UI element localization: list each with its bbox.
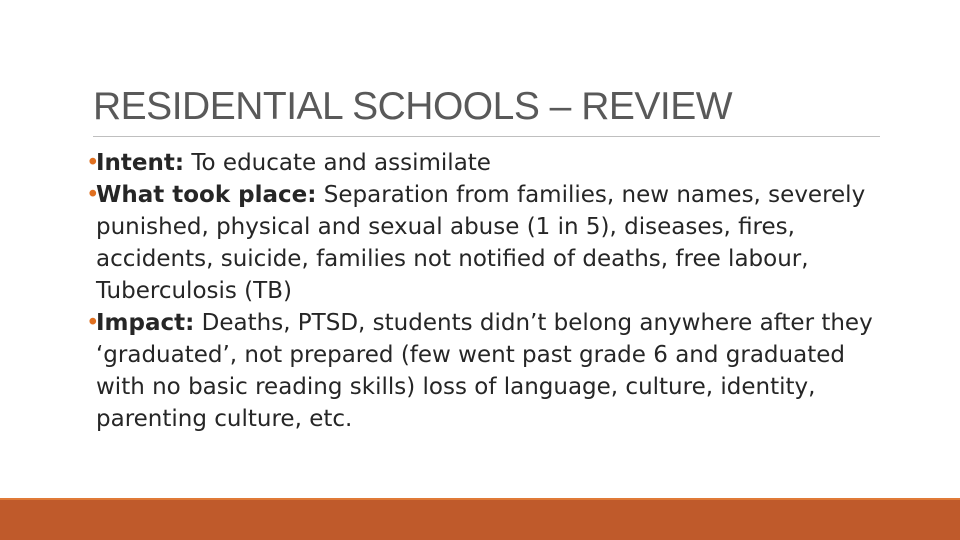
bullet-point-icon: • xyxy=(86,182,100,208)
slide-title: RESIDENTIAL SCHOOLS – REVIEW xyxy=(93,85,733,128)
footer-accent-line xyxy=(0,498,960,500)
bullet-text-what-took-place: Separation from families, new names, severely punished, physical and sexual abuse (1 in 5), diseases, fires, accidents, suicide, families not notified of deaths, free labour, Tuberculosis (TB) xyxy=(96,182,866,304)
bullet-intent xyxy=(87,147,887,179)
bullet-label-what-took-place: What took place: xyxy=(96,182,317,208)
bullet-point-icon: • xyxy=(86,310,100,336)
footer-band xyxy=(0,498,960,540)
bullet-what-took-place xyxy=(87,179,887,307)
bullet-impact xyxy=(87,307,887,435)
title-divider xyxy=(93,136,880,137)
bullet-list xyxy=(87,147,887,435)
bullet-label-intent: Intent: xyxy=(96,150,185,176)
bullet-text-impact: Deaths, PTSD, students didn’t belong anywhere after they ‘graduated’, not prepared (few went past grade 6 and graduated with no basic reading skills) loss of language, culture, identity, parenting culture, etc. xyxy=(96,310,873,432)
bullet-label-impact: Impact: xyxy=(96,310,195,336)
bullet-text-intent: To educate and assimilate xyxy=(184,150,491,176)
bullet-point-icon: • xyxy=(86,150,100,176)
